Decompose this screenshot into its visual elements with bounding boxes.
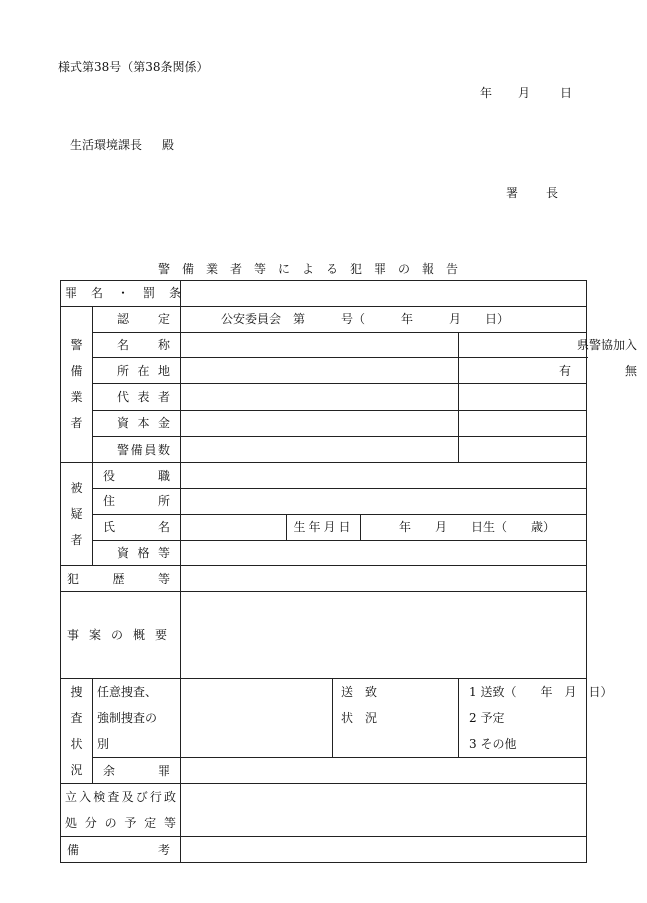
label-jusho: 住所	[93, 488, 181, 514]
souchi-option-3[interactable]: 3 その他	[469, 737, 517, 752]
row-tachiiri	[61, 784, 587, 837]
label-suspect-group: 被 疑 者	[61, 463, 93, 566]
field-jusho[interactable]	[181, 488, 587, 514]
souchi-option-1[interactable]: 1 送致（ 年 月 日）	[469, 685, 613, 700]
field-shihonkin[interactable]	[181, 410, 459, 436]
label-jian: 事案の概要	[61, 592, 181, 679]
row-biko	[61, 837, 587, 863]
label-nintei: 認 定	[93, 306, 181, 332]
label-daihyosha: 代表者	[93, 384, 181, 410]
souchi-options	[459, 679, 613, 758]
label-shihonkin: 資本金	[93, 410, 181, 436]
label-keibiinsu: 警備員数	[93, 436, 181, 462]
row-daihyosha	[61, 384, 587, 410]
label-tachiiri: 立入検査及び行政 処分の予定等	[61, 784, 181, 837]
row-yakushoku	[61, 463, 587, 489]
label-guard-company-group: 警 備 業 者	[61, 306, 93, 462]
row-crime-name	[61, 281, 587, 307]
field-shikaku[interactable]	[181, 540, 587, 566]
label-birthdate: 生年月日	[287, 514, 361, 540]
field-meisho[interactable]	[181, 332, 459, 358]
field-shozaichi[interactable]	[181, 358, 459, 384]
field-crime-name[interactable]	[181, 281, 587, 307]
row-hanreki	[61, 566, 587, 592]
label-kenkeikyo: 県警協加入	[459, 332, 587, 358]
row-sousa	[61, 679, 587, 758]
label-hanreki: 犯歴等	[61, 566, 181, 592]
row-jusho	[61, 488, 587, 514]
document-title: 警備業者等による犯罪の報告	[158, 262, 471, 276]
field-tachiiri[interactable]	[181, 784, 587, 837]
label-crime-name: 罪名・罰条	[61, 281, 181, 307]
field-kenkeikyo-umu[interactable]: 有 無	[459, 358, 587, 384]
field-jian[interactable]	[181, 592, 587, 679]
field-hanreki[interactable]	[181, 566, 587, 592]
row-jian	[61, 592, 587, 679]
date-day-label: 日	[560, 86, 573, 100]
field-biko[interactable]	[181, 837, 587, 863]
form-number: 様式第38号（第38条関係）	[58, 60, 209, 74]
row-shozaichi	[61, 358, 587, 384]
label-souchi: 送 致 状 況	[333, 679, 459, 758]
label-shikaku: 資格等	[93, 540, 181, 566]
field-shimei[interactable]	[181, 514, 287, 540]
row-shihonkin	[61, 410, 587, 436]
field-birthdate[interactable]: 年 月 日生（ 歳）	[361, 514, 587, 540]
field-yozai[interactable]	[181, 758, 587, 784]
label-sousa-type: 任意捜査、 強制捜査の 別	[93, 679, 181, 758]
date-year-label: 年	[480, 86, 493, 100]
row-shimei	[61, 514, 587, 540]
label-yakushoku: 役職	[93, 463, 181, 489]
field-sousa-type[interactable]	[181, 679, 333, 758]
label-shimei: 氏名	[93, 514, 181, 540]
field-nintei[interactable]: 公安委員会 第 号（ 年 月 日）	[181, 306, 587, 332]
date-month-label: 月	[518, 86, 531, 100]
report-form-table	[60, 280, 647, 863]
label-shozaichi: 所在地	[93, 358, 181, 384]
sender: 署 長	[506, 186, 567, 200]
spacer-shubetsu	[459, 384, 587, 410]
addressee: 生活環境課長	[70, 138, 143, 152]
honorific: 殿	[162, 138, 175, 152]
field-daihyosha[interactable]	[181, 384, 459, 410]
souchi-option-2[interactable]: 2 予定	[469, 711, 505, 726]
field-yakushoku[interactable]	[181, 463, 587, 489]
label-yozai: 余罪	[93, 758, 181, 784]
row-keibiinsu	[61, 436, 587, 462]
row-yozai	[61, 758, 587, 784]
row-nintei	[61, 306, 587, 332]
label-meisho: 名 称	[93, 332, 181, 358]
label-sousa-group: 捜 査 状 況	[61, 679, 93, 784]
label-biko: 備考	[61, 837, 181, 863]
field-keibiinsu[interactable]	[181, 436, 459, 462]
row-meisho	[61, 332, 587, 358]
row-shikaku	[61, 540, 587, 566]
